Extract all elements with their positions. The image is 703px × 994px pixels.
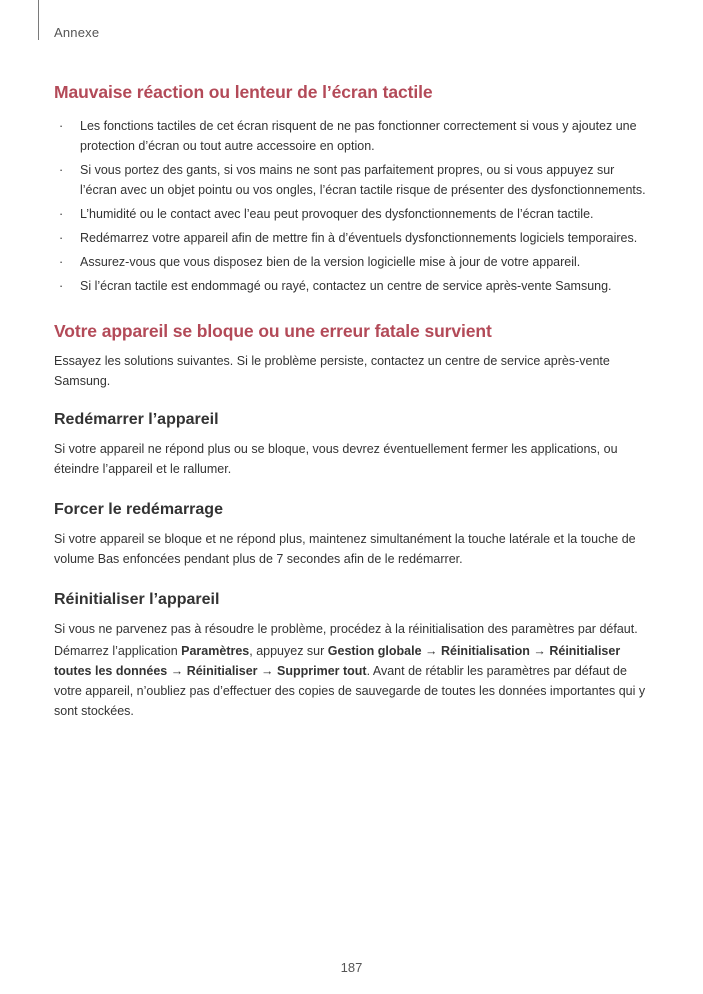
arrow-glyph: →	[167, 664, 187, 678]
bullet-text: Assurez-vous que vous disposez bien de la version logicielle mise à jour de votre appareil.	[80, 255, 581, 269]
bullet-item	[54, 204, 654, 224]
reset-prefix: Démarrez l’application	[54, 644, 182, 658]
reset-suffix: . Avant de rétablir les paramètres par défaut de votre appareil, n’oubliez pas d’effectuer des copies de sauvegarde de toutes les données importantes qui y sont stockées.	[54, 664, 646, 718]
bullet-dot: ·	[59, 207, 64, 221]
restart-text: Si votre appareil ne répond plus ou se bloque, vous devrez éventuellement fermer les applications, ou éteindre l’appareil et le rallumer.	[54, 442, 618, 476]
freeze-section-title: Votre appareil se bloque ou une erreur fatale survient	[54, 321, 492, 341]
bullet-text: Si l’écran tactile est endommagé ou rayé, contactez un centre de service après-vente Samsung.	[80, 279, 612, 293]
settings-app-name: Paramètres	[181, 644, 250, 658]
reset-mid: , appuyez sur	[249, 644, 328, 658]
bullet-dot: ·	[59, 163, 64, 177]
arrow-glyph: →	[257, 664, 278, 678]
touchscreen-section-title: Mauvaise réaction ou lenteur de l’écran tactile	[54, 82, 433, 102]
header-corner-line	[38, 0, 39, 40]
reset-heading: Réinitialiser l’appareil	[54, 591, 220, 608]
bullet-dot: ·	[59, 119, 64, 133]
bullet-dot: ·	[59, 279, 64, 293]
bullet-text: Si vous portez des gants, si vos mains ne sont pas parfaitement propres, ou si vous appuyez sur l’écran avec un objet pointu ou vos ongles, l’écran tactile risque de présenter des dysfonctionnements.	[80, 163, 646, 197]
menu-path-reset: Réinitialisation	[440, 644, 530, 658]
menu-path-reset-button: Réinitialiser	[186, 664, 258, 678]
restart-heading: Redémarrer l’appareil	[54, 411, 219, 428]
bullet-text: L’humidité ou le contact avec l’eau peut provoquer des dysfonctionnements de l’écran tactile.	[80, 207, 594, 221]
bullet-dot: ·	[59, 255, 64, 269]
menu-path-general-management: Gestion globale	[327, 644, 422, 658]
menu-path-factory-reset: Réinitialiser toutes les données	[54, 644, 621, 678]
arrow-glyph: →	[529, 644, 550, 658]
section-label: Annexe	[54, 25, 100, 40]
bullet-dot: ·	[59, 231, 64, 245]
touchscreen-bullet-list	[54, 116, 654, 296]
page-content	[54, 80, 654, 721]
arrow-glyph: →	[421, 644, 441, 658]
bullet-item	[54, 252, 654, 272]
bullet-item	[54, 160, 654, 200]
bullet-item	[54, 276, 654, 296]
reset-text: Si vous ne parvenez pas à résoudre le problème, procédez à la réinitialisation des paramètres par défaut.	[54, 622, 638, 636]
reset-instructions	[54, 641, 654, 721]
menu-path-delete-all: Supprimer tout	[277, 664, 367, 678]
force-restart-heading: Forcer le redémarrage	[54, 501, 223, 518]
page-number: 187	[340, 960, 363, 975]
bullet-text: Redémarrez votre appareil afin de mettre fin à d’éventuels dysfonctionnements logiciels temporaires.	[80, 231, 638, 245]
force-restart-text: Si votre appareil se bloque et ne répond plus, maintenez simultanément la touche latérale et la touche de volume Bas enfoncées pendant plus de 7 secondes afin de le redémarrer.	[54, 532, 636, 566]
bullet-item	[54, 228, 654, 248]
bullet-item	[54, 116, 654, 156]
bullet-text: Les fonctions tactiles de cet écran risquent de ne pas fonctionner correctement si vous y ajoutez une protection d’écran ou tout autre accessoire en option.	[80, 119, 637, 153]
freeze-intro-text: Essayez les solutions suivantes. Si le problème persiste, contactez un centre de service après-vente Samsung.	[54, 354, 610, 388]
